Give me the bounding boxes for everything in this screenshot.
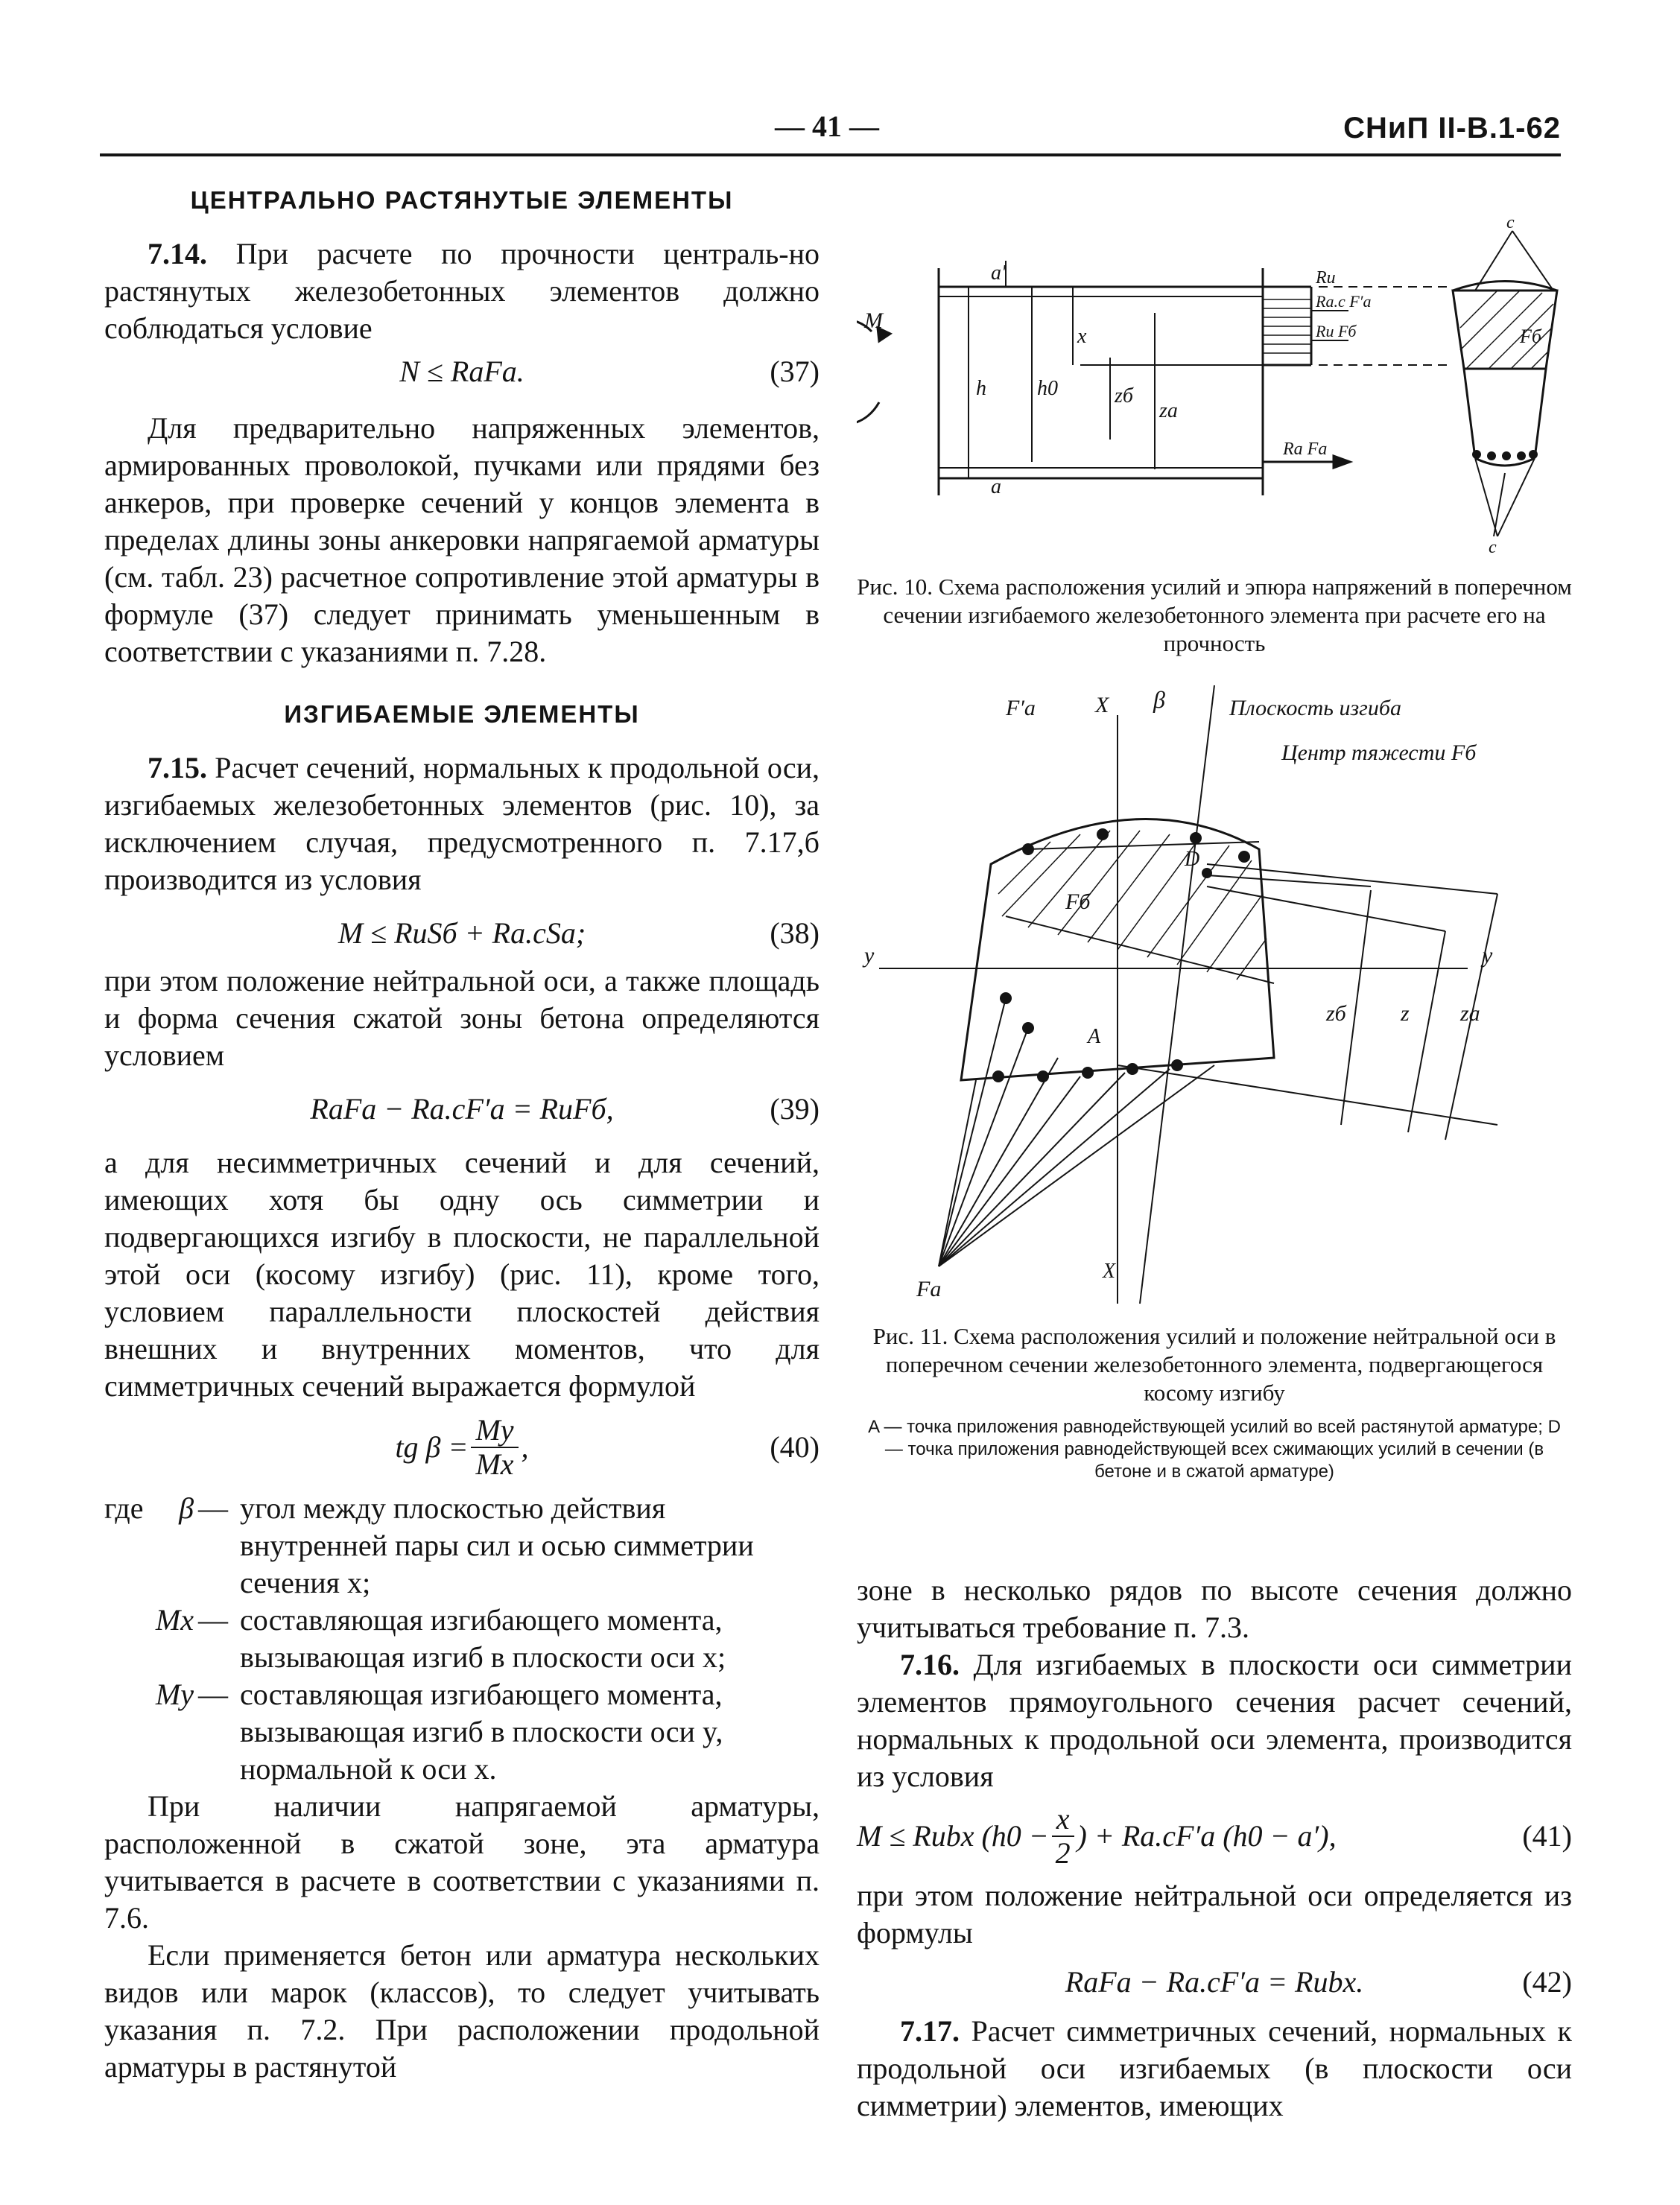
equation-42: RaFa − Ra.cF′a = Rиbx. (42) bbox=[1065, 1965, 1572, 1999]
paragraph-neutral-axis: при этом положение нейтральной оси, а также площадь и форма сечения сжатой зоны бетона определяются условием bbox=[104, 964, 820, 1072]
fig10-label-M: M bbox=[864, 308, 883, 333]
section-heading-bending: ИЗГИБАЕМЫЕ ЭЛЕМЕНТЫ bbox=[284, 700, 640, 728]
header-rule bbox=[100, 153, 1561, 156]
fig10-label-c-top: c bbox=[1506, 216, 1515, 232]
paragraph-7-15: 7.15. Расчет сечений, нормальных к продольной оси, изгибаемых железобетонных элементов (рис. 10), за исключением случая, предусмотренного п. 7.17,б производится из условия bbox=[104, 751, 820, 896]
figure-11-caption: Рис. 11. Схема расположения усилий и положение нейтральной оси в поперечном сечении железобетонного элемента, подвергающегося косому изгибу bbox=[872, 1323, 1556, 1406]
fig10-label-zb: zб bbox=[1115, 384, 1133, 407]
paragraph-prestress: Для предварительно напряженных элементов, армированных проволокой, пучками или прядями без анкеров, при проверке сечений у концов элемента в пределах длины зоны анкеровки напрягаемой арматуры (см. табл. 23) расчетное сопротивление этой арматуры в формуле (37) следует принимать уменьшенным в соответствии с указаниями п. 7.28. bbox=[104, 411, 820, 668]
fig10-label-x: x bbox=[1077, 325, 1087, 348]
symbol-definitions: где β — угол между плоскостью действия внутренней пары сил и осью симметрии сечения x; Mx — составляющая изгибающего момента, вызывающая изгиб в плоскости оси x; My — составляющая изгибающего момента, вызывающая изгиб в плоскости оси y, нормальной к оси x. bbox=[104, 1491, 754, 1786]
fig10-label-Fb: Fб bbox=[1520, 326, 1541, 347]
equation-41: M ≤ Rиbx (h0 − $\frac{x}{2}$ ) + Ra.cF′a (h0 − a′), (41) bbox=[857, 1802, 1572, 1870]
equation-40: tg β = $\frac{My}{Mx}$ , (40) bbox=[395, 1413, 820, 1481]
document-code: СНиП II-В.1-62 bbox=[1343, 112, 1561, 145]
fig10-label-za: za bbox=[1159, 399, 1178, 422]
fig10-label-RiFb: Rи Fб bbox=[1316, 322, 1357, 340]
fig11-label-centroid: Центр тяжести Fб bbox=[1281, 740, 1477, 765]
fig11-label-z: z bbox=[1401, 1001, 1410, 1026]
section-heading-tension: ЦЕНТРАЛЬНО РАСТЯНУТЫЕ ЭЛЕМЕНТЫ bbox=[190, 186, 734, 214]
fig10-label-a-bottom: a bbox=[991, 475, 1001, 498]
fig11-label-za: za bbox=[1460, 1001, 1480, 1026]
figure-11 bbox=[857, 670, 1572, 1520]
figure-11-diagram bbox=[857, 670, 1572, 1311]
paragraph-7-16: 7.16. Для изгибаемых в плоскости оси симметрии элементов прямоугольного сечения расчет сечений, нормальных к продольной оси элемента, производится из условия bbox=[857, 1648, 1572, 1793]
fig11-label-zb: zб bbox=[1326, 1001, 1346, 1026]
fig11-label-D: D bbox=[1185, 848, 1200, 871]
figure-10-caption: Рис. 10. Схема расположения усилий и эпюра напряжений в поперечном сечении изгибаемого железобетонного элемента при расчете его на прочность bbox=[857, 574, 1572, 656]
paragraph-7-17: 7.17. Расчет симметричных сечений, нормальных к продольной оси изгибаемых (в плоскости оси симметрии) элементов, имеющих bbox=[857, 2014, 1572, 2122]
fig11-label-y-right: y bbox=[1483, 943, 1493, 968]
figure-10 bbox=[857, 216, 1572, 656]
fig11-label-A: A bbox=[1088, 1025, 1101, 1048]
paragraph-prestressed-reinforcement: При наличии напрягаемой арматуры, расположенной в сжатой зоне, эта арматура учитывается в расчете в соответствии с указаниями п. 7.6. bbox=[104, 1789, 820, 1935]
paragraph-7-14: 7.14. При расчете по прочности централь-но растянутых железобетонных элементов должно соблюдаться условие bbox=[104, 237, 820, 345]
fig11-label-Fb: Fб bbox=[1065, 889, 1091, 914]
where-label: где bbox=[104, 1491, 144, 1525]
equation-37: N ≤ RaFa. (37) bbox=[399, 355, 820, 388]
paragraph-neutral-axis-formula: при этом положение нейтральной оси определяется из формулы bbox=[857, 1879, 1572, 1949]
fig10-label-Ri: Rи bbox=[1316, 268, 1336, 288]
fig10-label-c-bottom: c bbox=[1489, 538, 1497, 557]
fig11-label-X-top: X bbox=[1095, 693, 1109, 717]
paragraph-continuation: зоне в несколько рядов по высоте сечения должно учитываться требование п. 7.3. bbox=[857, 1573, 1572, 1644]
fig10-label-h: h bbox=[976, 377, 986, 400]
fig10-label-RaFa: Ra Fa bbox=[1283, 440, 1328, 459]
figure-11-legend: A — точка приложения равнодействующей усилий во всей растянутой арматуре; D — точка приложения равнодействующей всех сжимающих усилий в сечении (в бетоне и в сжатой арматуре) bbox=[868, 1417, 1561, 1482]
fig11-label-Fa-prime: F′a bbox=[1006, 696, 1036, 720]
fig11-label-Fa: Fa bbox=[916, 1277, 942, 1301]
fig11-label-y-left: y bbox=[864, 943, 875, 968]
fig11-label-X-bottom: X bbox=[1103, 1260, 1116, 1283]
fig10-label-a-top: a′ bbox=[991, 261, 1007, 285]
paragraph-concrete-types: Если применяется бетон или арматура нескольких видов или марок (классов), то следует учитывать указания п. 7.2. При расположении продольной арматуры в растянутой bbox=[104, 1938, 820, 2084]
right-column bbox=[857, 1572, 1572, 2125]
fig11-label-beta: β bbox=[1153, 686, 1165, 713]
fig11-label-plane: Плоскость изгиба bbox=[1229, 696, 1401, 720]
paragraph-asymmetric: а для несимметричных сечений и для сечений, имеющих хотя бы одну ось симметрии и подвергающихся изгибу в плоскости, не параллельной этой оси (косому изгибу) (рис. 11), кроме того, условием параллельности плоскостей действия внешних и внутренних моментов, что для симметричных сечений выражается формулой bbox=[104, 1146, 820, 1403]
equation-39: RaFa − Ra.cF′a = RиFб, (39) bbox=[310, 1092, 820, 1126]
fig10-label-RacFa: Ra.c F′a bbox=[1316, 292, 1372, 311]
fig10-label-h0: h0 bbox=[1037, 377, 1058, 400]
equation-38: M ≤ RиSб + Ra.cSa; (38) bbox=[337, 916, 820, 950]
left-column bbox=[104, 186, 820, 2086]
page-number: — 41 — bbox=[775, 110, 879, 143]
figure-10-diagram bbox=[857, 216, 1572, 559]
